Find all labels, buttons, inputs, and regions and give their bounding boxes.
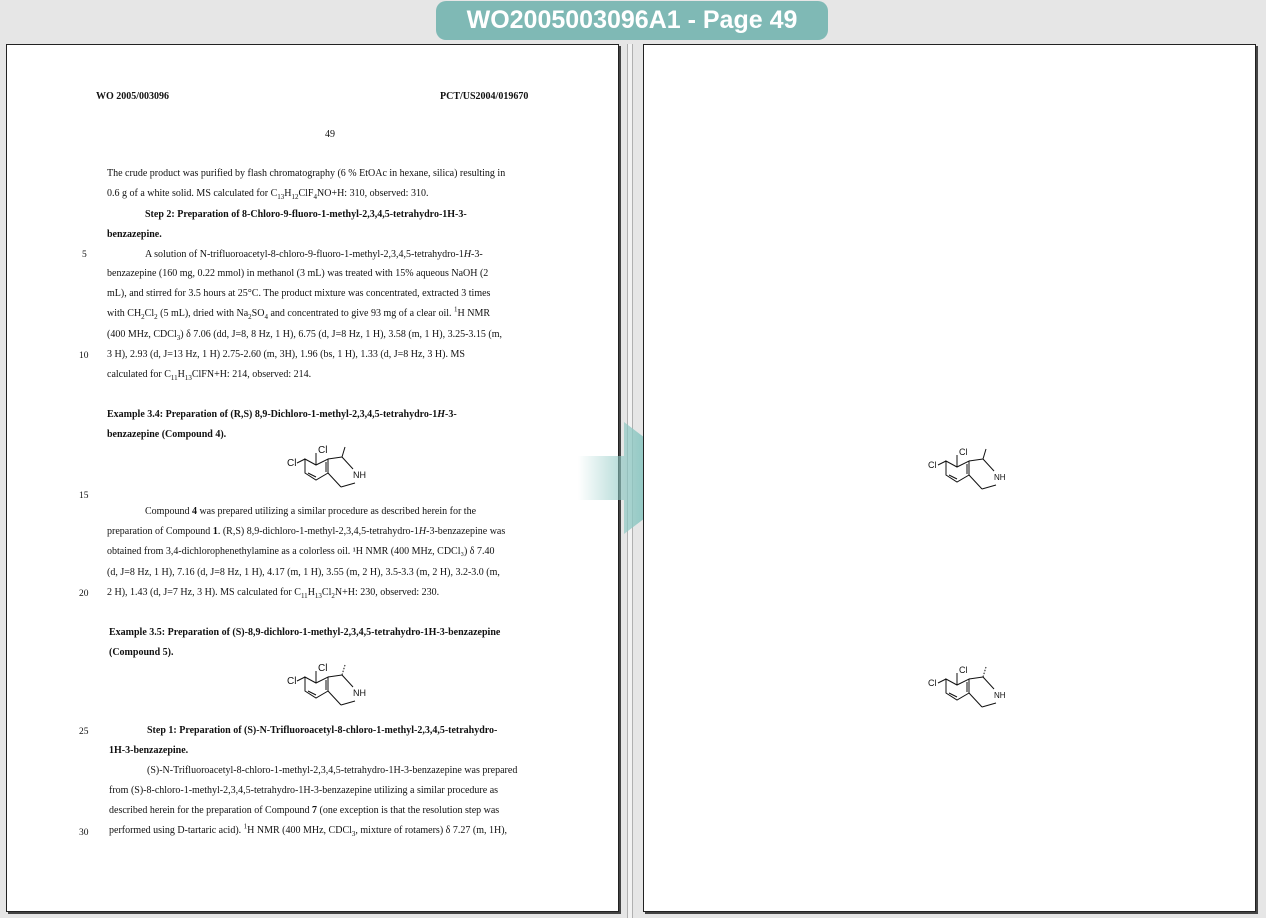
page-number: 49 [325,129,335,140]
amine-label: NH [353,688,366,698]
paragraph-line: from (S)-8-chloro-1-methyl-2,3,4,5-tetrahydro-1H-3-benzazepine utilizing a similar procedure as [109,785,499,796]
compound-5-structure [285,661,385,719]
example-heading: (Compound 5). [109,647,174,658]
publication-number: WO 2005/003096 [96,91,170,102]
chlorine-label: Cl [318,663,328,674]
extracted-compound-4-structure [926,445,1026,503]
line-number: 20 [79,589,89,599]
compound-4-structure [285,443,385,501]
page-title-badge: WO2005003096A1 - Page 49 [436,1,828,40]
example-heading: Example 3.4: Preparation of (R,S) 8,9-Dichloro-1-methyl-2,3,4,5-tetrahydro-1H-3- [107,409,457,420]
paragraph-line: calculated for $C_{11}H_{13}ClFN+H$: 214, observed: 214. [107,369,312,382]
step-heading: 1H-3-benzazepine. [109,745,189,756]
step-heading: Step 2: Preparation of 8-Chloro-9-fluoro-1-methyl-2,3,4,5-tetrahydro-1H-3- [145,209,467,220]
paragraph-line: (d, J=8 Hz, 1 H), 7.16 (d, J=8 Hz, 1 H), 4.17 (m, 1 H), 3.55 (m, 2 H), 3.5-3.3 (m, 2 H), 3.2-3.0 (m, [107,567,500,578]
line-number: 10 [79,351,89,361]
paragraph-line: mL), and stirred for 3.5 hours at 25°C. The product mixture was concentrated, extracted 3 times [107,288,491,299]
example-heading: Example 3.5: Preparation of (S)-8,9-dichloro-1-methyl-2,3,4,5-tetrahydro-1H-3-benzazepine [109,627,501,638]
chlorine-label: Cl [959,665,968,675]
chlorine-label: Cl [318,445,328,456]
amine-label: NH [994,691,1006,700]
paragraph-line: preparation of Compound 1. (R,S) 8,9-dichloro-1-methyl-2,3,4,5-tetrahydro-1H-3-benzazepine was [107,526,506,537]
paragraph-line: (S)-N-Trifluoroacetyl-8-chloro-1-methyl-2,3,4,5-tetrahydro-1H-3-benzazepine was prepared [147,765,518,776]
step-heading: Step 1: Preparation of (S)-N-Trifluoroacetyl-8-chloro-1-methyl-2,3,4,5-tetrahydro- [147,725,498,736]
paragraph-line: The crude product was purified by flash chromatography (6 % EtOAc in hexane, silica) resulting in [107,168,506,179]
original-page-view[interactable] [6,44,619,912]
chlorine-label: Cl [287,676,297,687]
line-number: 5 [82,250,87,260]
line-number: 15 [79,491,89,501]
paragraph-line: 2 H), 1.43 (d, J=7 Hz, 3 H). MS calculated for $C_{11}H_{13}Cl_2N+H$: 230, observed: 230. [107,587,440,600]
paragraph-line: performed using D-tartaric acid). $^1$H NMR (400 MHz, CDCl$_3$, mixture of rotamers) δ 7.27 (m, 1H), [109,822,508,838]
example-heading: benzazepine (Compound 4). [107,429,227,440]
extracted-page-view[interactable] [643,44,1256,912]
chlorine-label: Cl [959,447,968,457]
paragraph-line: benzazepine (160 mg, 0.22 mmol) in methanol (3 mL) was treated with 15% aqueous NaOH (2 [107,268,489,279]
chlorine-label: Cl [287,458,297,469]
paragraph-line: with $CH_2Cl_2$ (5 mL), dried with $Na_2SO_4$ and concentrated to give 93 mg of a clear oil. $^1$H NMR [107,305,491,321]
chlorine-label: Cl [928,678,937,688]
amine-label: NH [994,473,1006,482]
line-number: 25 [79,727,89,737]
paragraph-line: Compound 4 was prepared utilizing a similar procedure as described herein for the [145,506,477,517]
paragraph-line: 0.6 g of a white solid. MS calculated for $C_{13}H_{12}ClF_4NO+H$: 310, observed: 310. [107,188,429,201]
paragraph-line: 3 H), 2.93 (d, J=13 Hz, 1 H) 2.75-2.60 (m, 3H), 1.96 (bs, 1 H), 1.33 (d, J=8 Hz, 3 H). MS [107,349,465,360]
step-heading: benzazepine. [107,229,162,240]
amine-label: NH [353,470,366,480]
application-number: PCT/US2004/019670 [440,91,529,102]
paragraph-line: obtained from 3,4-dichlorophenethylamine as a colorless oil. ¹H NMR (400 MHz, CDCl₃) δ 7.40 [107,546,495,557]
paragraph-line: A solution of N-trifluoroacetyl-8-chloro-9-fluoro-1-methyl-2,3,4,5-tetrahydro-1H-3- [145,249,483,260]
line-number: 30 [79,828,89,838]
paragraph-line: described herein for the preparation of Compound 7 (one exception is that the resolution step was [109,805,500,816]
extracted-compound-5-structure [926,663,1026,721]
chlorine-label: Cl [928,460,937,470]
paragraph-line: (400 MHz, CDCl$_3$) δ 7.06 (dd, J=8, 8 Hz, 1 H), 6.75 (d, J=8 Hz, 1 H), 3.58 (m, 1 H), 3.25-3.15 (m, [107,329,503,342]
